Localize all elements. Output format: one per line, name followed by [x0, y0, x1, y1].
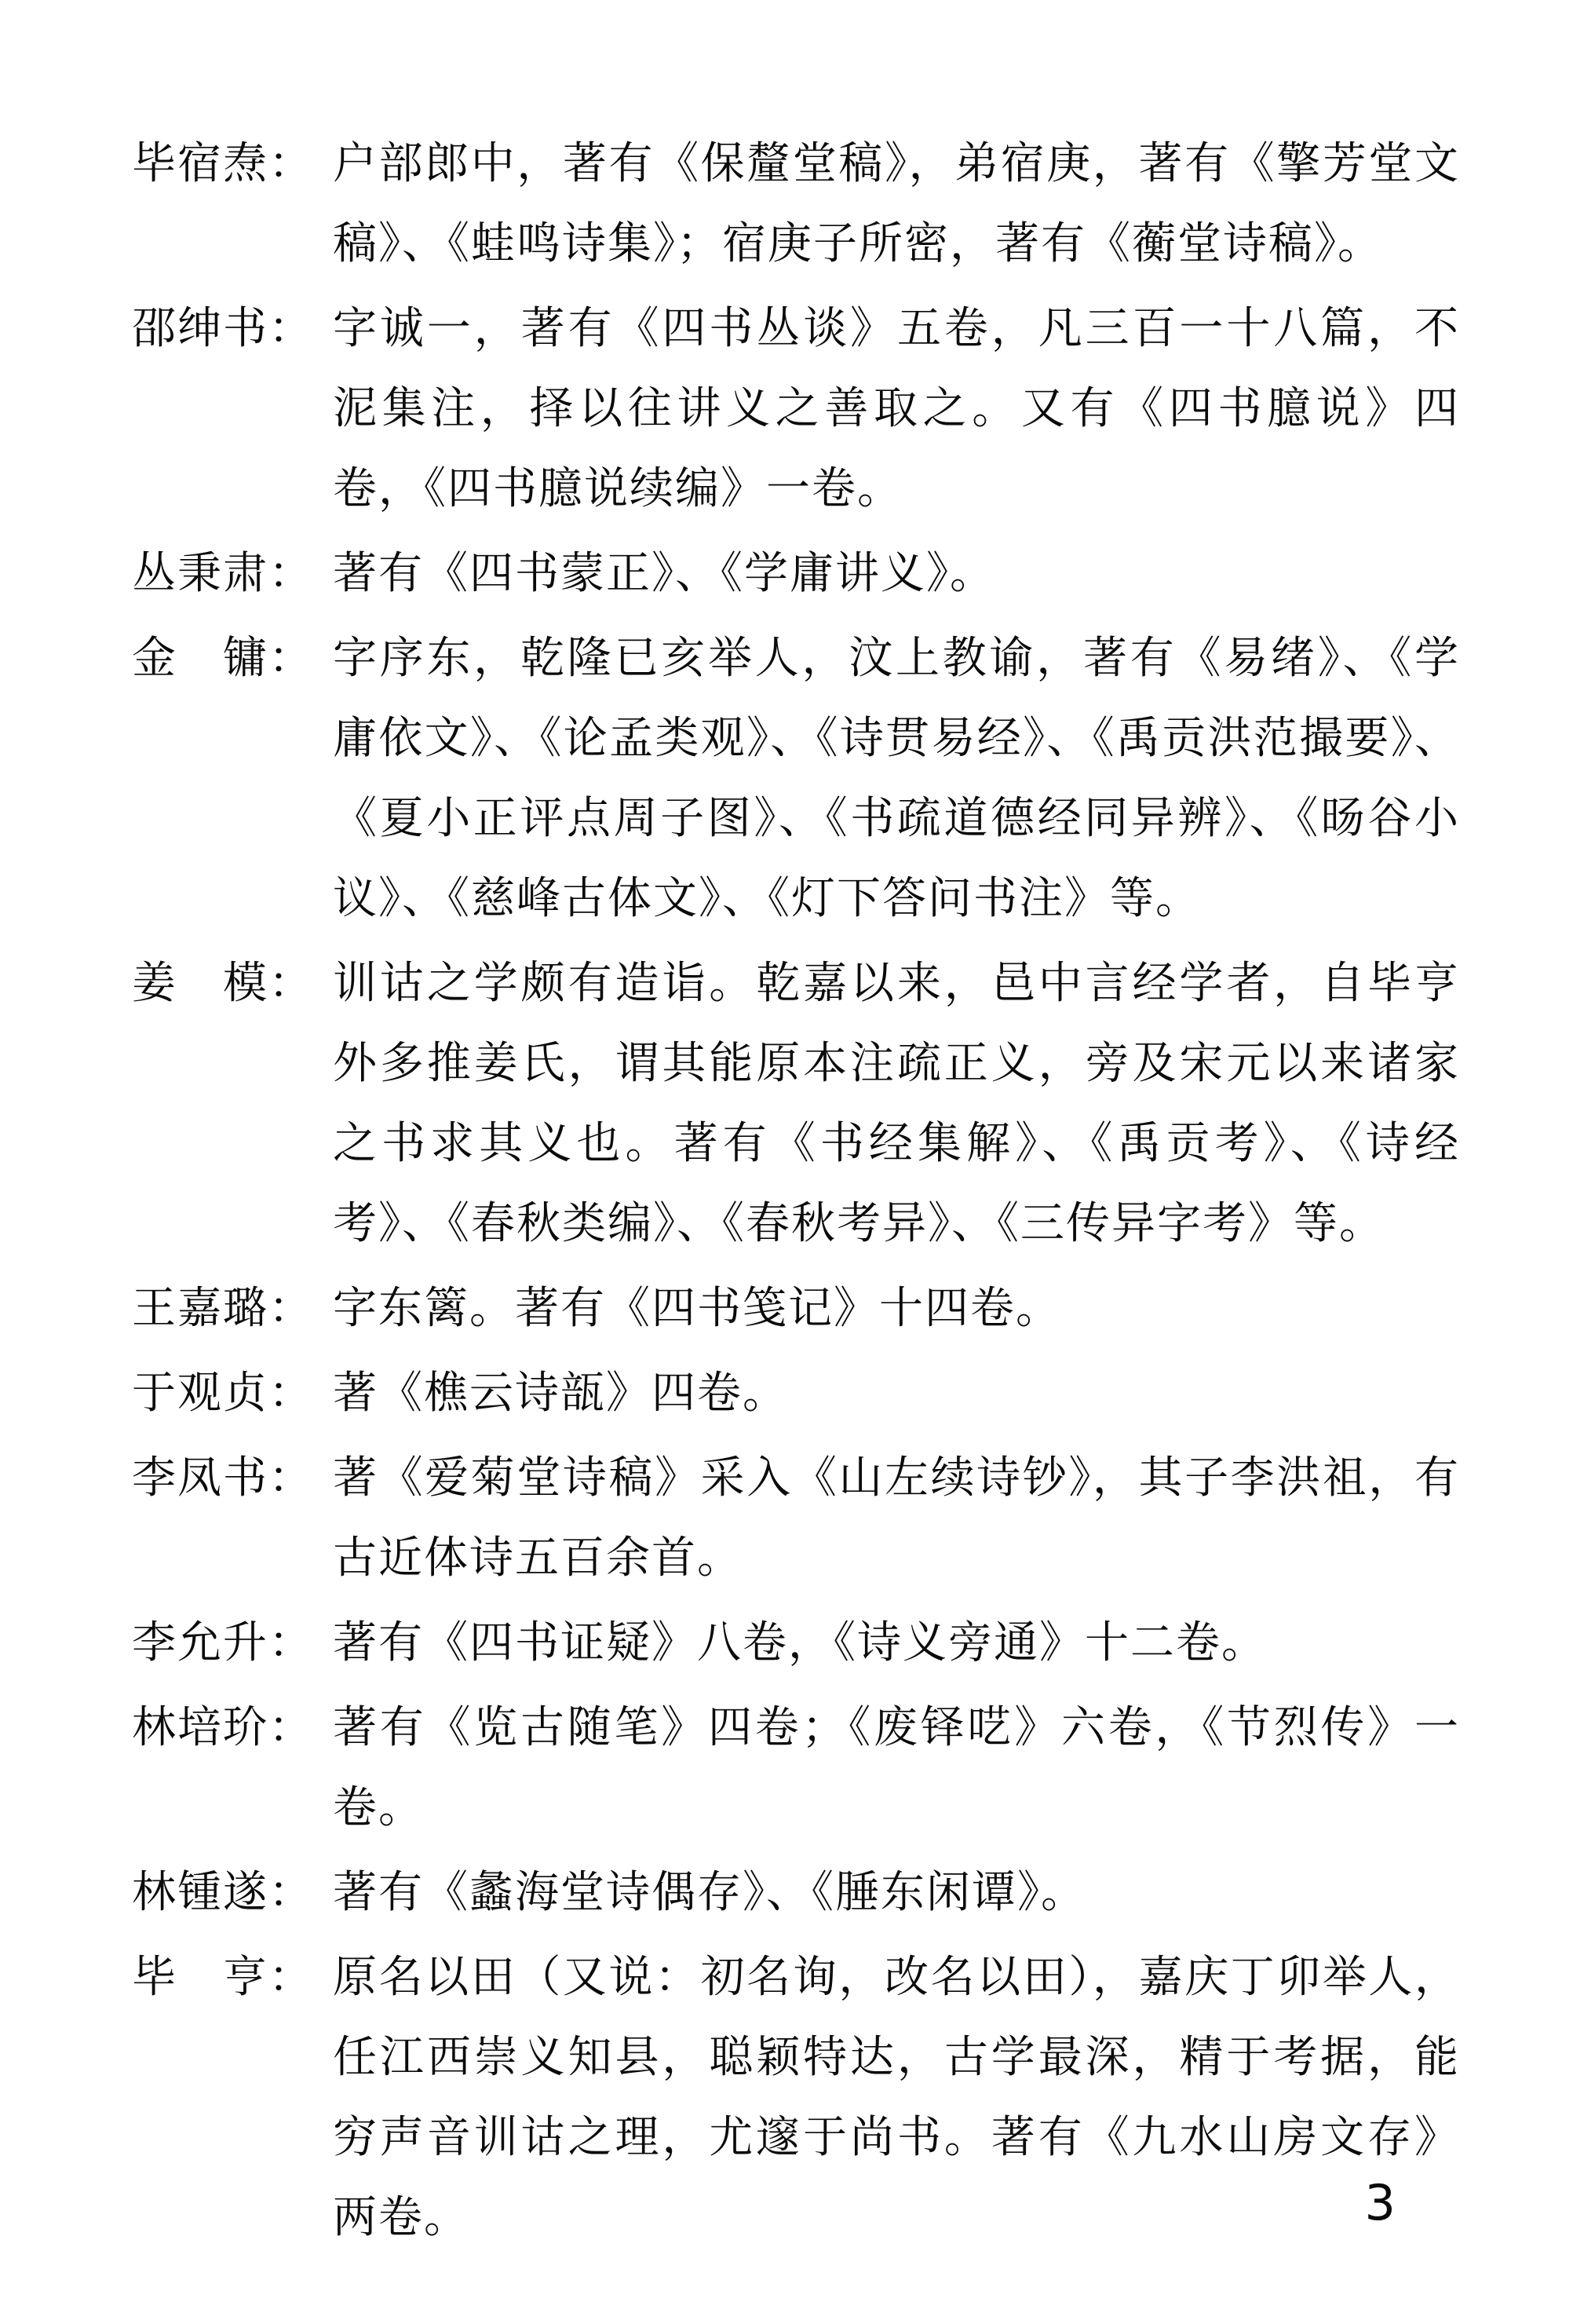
entry-row — [132, 289, 1460, 529]
entry-description: 字东篱。著有《四书笺记》十四卷。 — [333, 1283, 1061, 1334]
entry-row — [132, 619, 1460, 939]
entry-author-name: 王嘉璐： — [132, 1283, 314, 1334]
entry-row — [132, 1603, 1460, 1683]
entry-author-name: 林培玠： — [132, 1702, 314, 1753]
entry-description: 著有《四书证疑》八卷，《诗义旁通》十二卷。 — [333, 1617, 1267, 1668]
entry-author-name: 毕 亨： — [132, 1952, 314, 2003]
entry-row — [132, 1853, 1460, 1933]
entry-author-name: 李允升： — [132, 1617, 314, 1668]
entry-description: 著有《蠡海堂诗偶存》、《腄东闲谭》。 — [333, 1867, 1086, 1918]
entry-author-name: 林锺遂： — [132, 1867, 314, 1918]
entry-row — [132, 124, 1460, 284]
entry-author-name: 李凤书： — [132, 1452, 314, 1504]
entry-row — [132, 1688, 1460, 1848]
entry-description: 字序东，乾隆已亥举人，汶上教谕，著有《易绪》、《学庸依文》、《论孟类观》、《诗贯易经》、《禹贡洪范撮要》、《夏小正评点周子图》、《书疏道德经同异辨》、《旸谷小议》、《慈峰古体文》、《灯下答问书注》等。 — [333, 633, 1460, 924]
entry-row — [132, 534, 1460, 614]
entry-description: 训诂之学颇有造诣。乾嘉以来，邑中言经学者，自毕亨外多推姜氏，谓其能原本注疏正义，旁及宋元以来诸家之书求其义也。著有《书经集解》、《禹贡考》、《诗经考》、《春秋类编》、《春秋考异》、《三传异字考》等。 — [333, 958, 1460, 1249]
entry-description: 原名以田（又说：初名询，改名以田），嘉庆丁卯举人，任江西崇义知县，聪颖特达，古学最深，精于考据，能穷声音训诂之理，尤邃于尚书。著有《九水山房文存》两卷。 — [333, 1952, 1460, 2243]
entry-author-name: 邵绅书： — [132, 303, 314, 354]
entry-row — [132, 1354, 1460, 1434]
entry-author-name: 姜 模： — [132, 958, 314, 1009]
page-number: 3 — [1364, 2174, 1396, 2231]
entry-author-name: 毕宿焘： — [132, 138, 314, 189]
entry-author-name: 于观贞： — [132, 1368, 314, 1419]
entry-author-name: 金 镛： — [132, 633, 314, 684]
entry-description: 著有《四书蒙正》、《学庸讲义》。 — [333, 548, 995, 599]
entry-row — [132, 944, 1460, 1264]
entry-description: 户部郎中，著有《保釐堂稿》，弟宿庚，著有《擎芳堂文稿》、《蛙鸣诗集》；宿庚子所密，著有《蘅堂诗稿》。 — [333, 138, 1460, 269]
entry-row — [132, 1438, 1460, 1599]
entry-description: 著《樵云诗瓿》四卷。 — [333, 1368, 788, 1419]
entry-description: 著有《览古随笔》四卷；《废铎呓》六卷，《节烈传》一卷。 — [333, 1702, 1460, 1833]
entry-author-name: 丛秉肃： — [132, 548, 314, 599]
entries-list — [132, 124, 1460, 2263]
entry-description: 著《爱菊堂诗稿》采入《山左续诗钞》，其子李洪祖，有古近体诗五百余首。 — [333, 1452, 1460, 1584]
entry-row — [132, 1938, 1460, 2258]
entry-description: 字诚一，著有《四书丛谈》五卷，凡三百一十八篇，不泥集注，择以往讲义之善取之。又有《四书臆说》四卷，《四书臆说续编》一卷。 — [333, 303, 1460, 514]
entry-row — [132, 1269, 1460, 1349]
